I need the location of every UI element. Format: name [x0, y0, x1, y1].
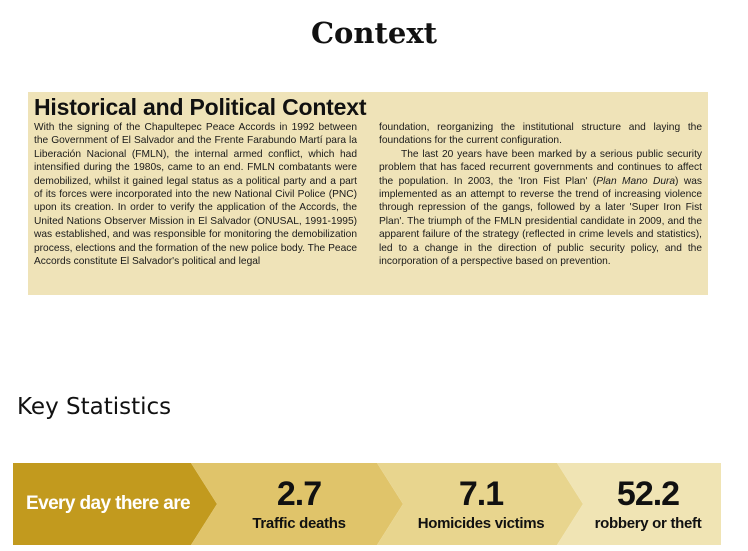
context-columns	[34, 121, 702, 268]
intro-text: Every day there are	[26, 493, 190, 514]
context-paragraph: With the signing of the Chapultepec Peace Accords in 1992 between the Government of El Salvador and the Frente Farabundo Martí para la Liberación Nacional (FMLN), the internal armed conflict, which had intensified during the 1980s, came to an end. FMLN combatants were demobilized, whilst it gained legal status as a political party and a part of its forces were incorporated into the new National Civil Police (PNC) upon its creation. In order to verify the application of the Accords, the United Nations Observer Mission in El Salvador (ONUSAL, 1991-1995) was established, and was responsible for monitoring the demobilization process, elections and the formation of the new police body. The Peace Accords constitute El Salvador's political and legal	[34, 122, 357, 268]
context-column-left	[34, 121, 357, 268]
context-paragraph: foundation, reorganizing the institutional structure and laying the foundations for the current configuration.	[379, 122, 702, 147]
stat-value: 7.1	[458, 474, 504, 513]
page-title: Context	[310, 16, 438, 50]
context-paragraph	[379, 148, 702, 269]
stat-value: 52.2	[616, 474, 680, 513]
stat-traffic-deaths	[208, 463, 390, 545]
plan-name-italic: Plan Mano Dura	[596, 175, 676, 187]
stat-label: robbery or theft	[594, 514, 702, 532]
context-heading: Historical and Political Context	[34, 94, 367, 120]
stat-homicides	[391, 463, 571, 545]
paragraph-text: ) was implemented as an attempt to reverse the trend of increasing violence through repression of the gangs, followed by a later 'Super Iron Fist Plan'. The triumph of the FMLN presidential candidate in 2009, and the apparent failure of the strategy (reflected in crime levels and statistics), led to a change in the direction of public security policy, and the incorporation of a perspective based on prevention.	[379, 175, 702, 268]
intro-segment	[13, 463, 203, 545]
context-column-right	[379, 121, 702, 268]
key-statistics-bar	[13, 463, 721, 545]
paragraph-text: The last 20 years have been marked by a serious public security problem that has faced recurrent governments and continues to affect the population. In 2003, the 'Iron Fist Plan' (	[379, 148, 702, 187]
stat-value: 2.7	[276, 474, 322, 513]
stat-label: Homicides victims	[417, 514, 545, 532]
context-box	[28, 92, 708, 295]
stat-robbery	[575, 463, 721, 545]
stat-label: Traffic deaths	[252, 514, 346, 532]
key-statistics-heading: Key Statistics	[17, 394, 172, 420]
